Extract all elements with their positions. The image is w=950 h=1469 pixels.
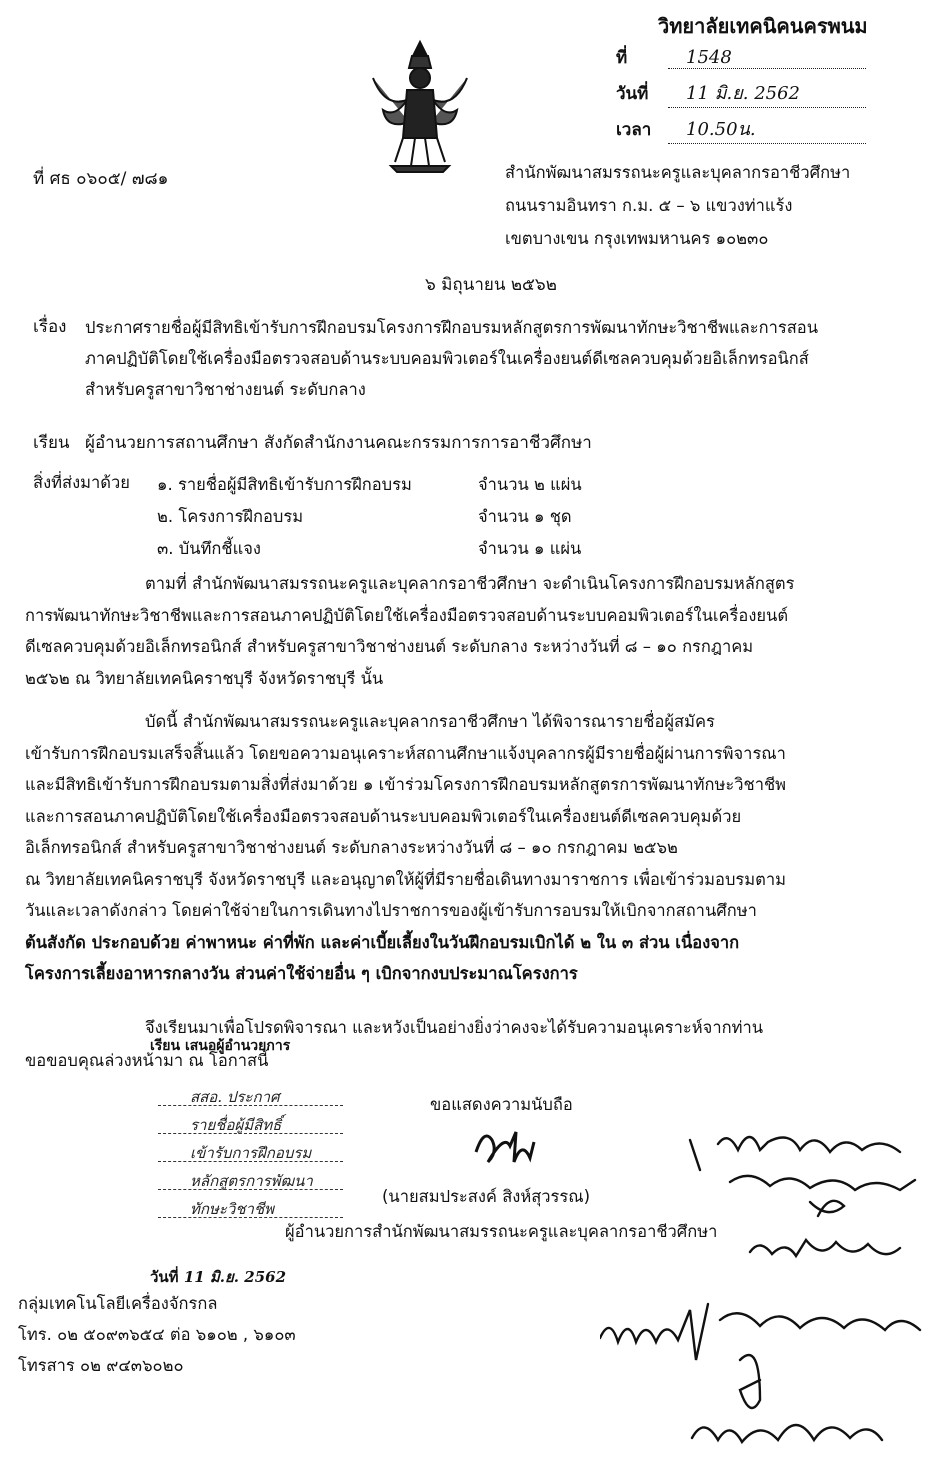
enclosure-item: ๒. โครงการฝึกอบรม: [157, 507, 304, 526]
sender-address-line: ถนนรามอินทรา ก.ม. ๕ – ๖ แขวงท่าแร้ง: [505, 196, 793, 215]
department-name: กลุ่มเทคโนโลยีเครื่องจักรกล: [18, 1294, 218, 1313]
stamp-date-row: [616, 78, 866, 108]
enclosure-quantity: จำนวน ๒ แผ่น: [478, 475, 582, 494]
addressee: [33, 428, 592, 458]
routing-note-date: [150, 1265, 286, 1289]
addressee-text: ผู้อำนวยการสถานศึกษา สังกัดสำนักงานคณะกรรมการการอาชีวศึกษา: [85, 433, 592, 453]
sender-address: [505, 156, 850, 255]
paragraph-line: และการสอนภาคปฏิบัติโดยใช้เครื่องมือตรวจสอบด้านระบบคอมพิวเตอร์ในเครื่องยนต์ดีเซลควบคุมด้วย: [25, 806, 742, 826]
paragraph-line: โครงการเลี้ยงอาหารกลางวัน ส่วนค่าใช้จ่ายอื่น ๆ เบิกจากงบประมาณโครงการ: [25, 964, 578, 983]
enclosures-label: สิ่งที่ส่งมาด้วย: [33, 473, 130, 492]
enclosure-item: ๓. บันทึกชี้แจง: [157, 539, 261, 558]
routing-note-line: รายชื่อผู้มีสิทธิ์: [190, 1116, 282, 1134]
stamp-date-value: 11 มิ.ย. 2562: [668, 78, 866, 108]
enclosure-item: ๑. รายชื่อผู้มีสิทธิเข้ารับการฝึกอบรม: [157, 475, 412, 494]
subject-line: ภาคปฏิบัติโดยใช้เครื่องมือตรวจสอบด้านระบบคอมพิวเตอร์ในเครื่องยนต์ดีเซลควบคุมด้วยอิเล็กทรอนิกส์: [85, 349, 809, 368]
routing-note-date-label: วันที่: [150, 1268, 179, 1286]
routing-note-line: หลักสูตรการพัฒนา: [190, 1172, 313, 1190]
closing-salutation: ขอแสดงความนับถือ: [430, 1095, 573, 1114]
closing-paragraph: [25, 1012, 763, 1076]
paragraph-line: ตามที่ สำนักพัฒนาสมรรถนะครูและบุคลากรอาชีวศึกษา จะดำเนินโครงการฝึกอบรมหลักสูตร: [145, 574, 795, 593]
reference-number: ที่ ศธ ๐๖๐๕/ ๗๘๑: [33, 169, 169, 189]
addressee-label: เรียน: [33, 433, 70, 453]
routing-note-line: สสอ. ประกาศ: [190, 1088, 280, 1106]
department-phone: โทร. ๐๒ ๕๐๙๓๖๕๔ ต่อ ๖๑๐๒ , ๖๑๐๓: [18, 1325, 296, 1344]
enclosure-quantity: จำนวน ๑ แผ่น: [478, 539, 582, 558]
handwritten-annotation-icon: [600, 1120, 950, 1465]
closing-line: ขอขอบคุณล่วงหน้ามา ณ โอกาสนี้: [25, 1051, 269, 1070]
sender-address-line: เขตบางเขน กรุงเทพมหานคร ๑๐๒๓๐: [505, 229, 769, 248]
signer-name: (นายสมประสงค์ สิงห์สุวรรณ): [382, 1187, 591, 1206]
enclosure-quantity: จำนวน ๑ ชุด: [478, 507, 572, 526]
routing-note-date-value: 11 มิ.ย. 2562: [183, 1268, 286, 1286]
stamp-title: วิทยาลัยเทคนิคนครพนม: [658, 14, 868, 38]
paragraph-line: การพัฒนาทักษะวิชาชีพและการสอนภาคปฏิบัติโดยใช้เครื่องมือตรวจสอบด้านระบบคอมพิวเตอร์ในเครื่องยนต์: [25, 605, 789, 625]
paragraph-line: วันและเวลาดังกล่าว โดยค่าใช้จ่ายในการเดินทางไปราชการของผู้เข้ารับการอบรมให้เบิกจากสถานศึกษา: [25, 901, 757, 920]
body-paragraph-1: [25, 568, 925, 694]
subject-label: เรื่อง: [33, 317, 67, 337]
received-stamp: [598, 6, 943, 146]
paragraph-line: เข้ารับการฝึกอบรมเสร็จสิ้นแล้ว โดยขอความอนุเคราะห์สถานศึกษาแจ้งบุคลากรผู้มีรายชื่อผู้ผ่านการพิจารณา: [25, 743, 786, 763]
stamp-number-value: 1548: [668, 47, 866, 69]
department-fax: โทรสาร ๐๒ ๙๔๓๖๐๒๐: [18, 1356, 184, 1375]
routing-note-line: เข้ารับการฝึกอบรม: [190, 1144, 312, 1162]
subject-line: ประกาศรายชื่อผู้มีสิทธิเข้ารับการฝึกอบรมโครงการฝึกอบรมหลักสูตรการพัฒนาทักษะวิชาชีพและการสอน: [85, 318, 818, 337]
stamp-date-label: วันที่: [616, 84, 649, 104]
paragraph-line: อิเล็กทรอนิกส์ สำหรับครูสาขาวิชาช่างยนต์ ระดับกลางระหว่างวันที่ ๘ – ๑๐ กรกฎาคม ๒๕๖๒: [25, 838, 678, 857]
garuda-emblem-icon: [365, 38, 475, 176]
sender-address-line: สำนักพัฒนาสมรรถนะครูและบุคลากรอาชีวศึกษา: [505, 163, 851, 182]
stamp-time-label: เวลา: [616, 120, 652, 140]
routing-note-line: ทักษะวิชาชีพ: [190, 1200, 275, 1218]
stamp-time-value: 10.50น.: [668, 114, 866, 144]
body-paragraph-2: [25, 706, 925, 990]
document-date: ๖ มิถุนายน ๒๕๖๒: [425, 275, 557, 295]
paragraph-line: ดีเซลควบคุมด้วยอิเล็กทรอนิกส์ สำหรับครูสาขาวิชาช่างยนต์ ระดับกลาง ระหว่างวันที่ ๘ – ๑๐ กรกฎาคม: [25, 637, 754, 656]
signature-icon: [470, 1122, 540, 1176]
stamp-number-row: [616, 44, 866, 71]
paragraph-line: ๒๕๖๒ ณ วิทยาลัยเทคนิคราชบุรี จังหวัดราชบุรี นั้น: [25, 668, 384, 688]
routing-note: [150, 1035, 350, 1295]
subject-line: สำหรับครูสาขาวิชาช่างยนต์ ระดับกลาง: [85, 380, 366, 399]
stamp-time-row: [616, 114, 866, 144]
paragraph-line: และมีสิทธิเข้ารับการฝึกอบรมตามสิ่งที่ส่งมาด้วย ๑ เข้าร่วมโครงการฝึกอบรมหลักสูตรการพัฒนาทักษะวิชาชีพ: [25, 775, 787, 794]
routing-note-title: เรียน เสนอผู้อำนวยการ: [150, 1038, 291, 1054]
paragraph-line: บัดนี้ สำนักพัฒนาสมรรถนะครูและบุคลากรอาชีวศึกษา ได้พิจารณารายชื่อผู้สมัคร: [145, 712, 715, 731]
subject-text: [85, 312, 818, 405]
paragraph-line: ต้นสังกัด ประกอบด้วย ค่าพาหนะ ค่าที่พัก และค่าเบี้ยเลี้ยงในวันฝึกอบรมเบิกได้ ๒ ใน ๓ ส่วน เนื่องจาก: [25, 932, 740, 952]
stamp-number-label: ที่: [616, 48, 628, 68]
department-contact: [18, 1288, 296, 1381]
signer-position: ผู้อำนวยการสำนักพัฒนาสมรรถนะครูและบุคลากรอาชีวศึกษา: [285, 1222, 718, 1241]
closing-line: จึงเรียนมาเพื่อโปรดพิจารณา และหวังเป็นอย่างยิ่งว่าคงจะได้รับความอนุเคราะห์จากท่าน: [145, 1018, 763, 1037]
paragraph-line: ณ วิทยาลัยเทคนิคราชบุรี จังหวัดราชบุรี และอนุญาตให้ผู้ที่มีรายชื่อเดินทางมาราชการ เพื่อเข้าร่วมอบรมตาม: [25, 869, 787, 889]
